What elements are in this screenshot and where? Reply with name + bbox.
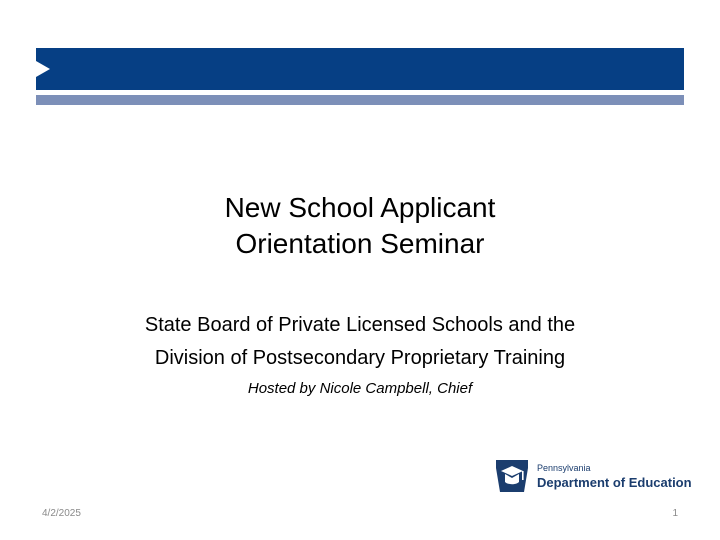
footer-date: 4/2/2025 <box>42 508 81 519</box>
host-line: Hosted by Nicole Campbell, Chief <box>247 380 473 397</box>
subtitle-line-1: State Board of Private Licensed Schools and the <box>144 314 576 336</box>
slide-title <box>0 190 720 262</box>
page-number: 1 <box>672 508 678 519</box>
header-band <box>36 48 684 90</box>
header-subband <box>36 95 684 105</box>
logo-state: Pennsylvania <box>537 463 591 473</box>
title-line-1: New School Applicant <box>224 192 496 223</box>
slide-subtitle <box>0 309 720 375</box>
band-arrow-icon <box>36 61 50 77</box>
title-line-2: Orientation Seminar <box>235 228 485 259</box>
subtitle-line-2: Division of Postsecondary Proprietary Training <box>154 347 566 369</box>
keystone-icon <box>494 458 530 494</box>
logo-department: Department of Education <box>537 475 692 490</box>
pa-education-logo <box>494 458 690 496</box>
